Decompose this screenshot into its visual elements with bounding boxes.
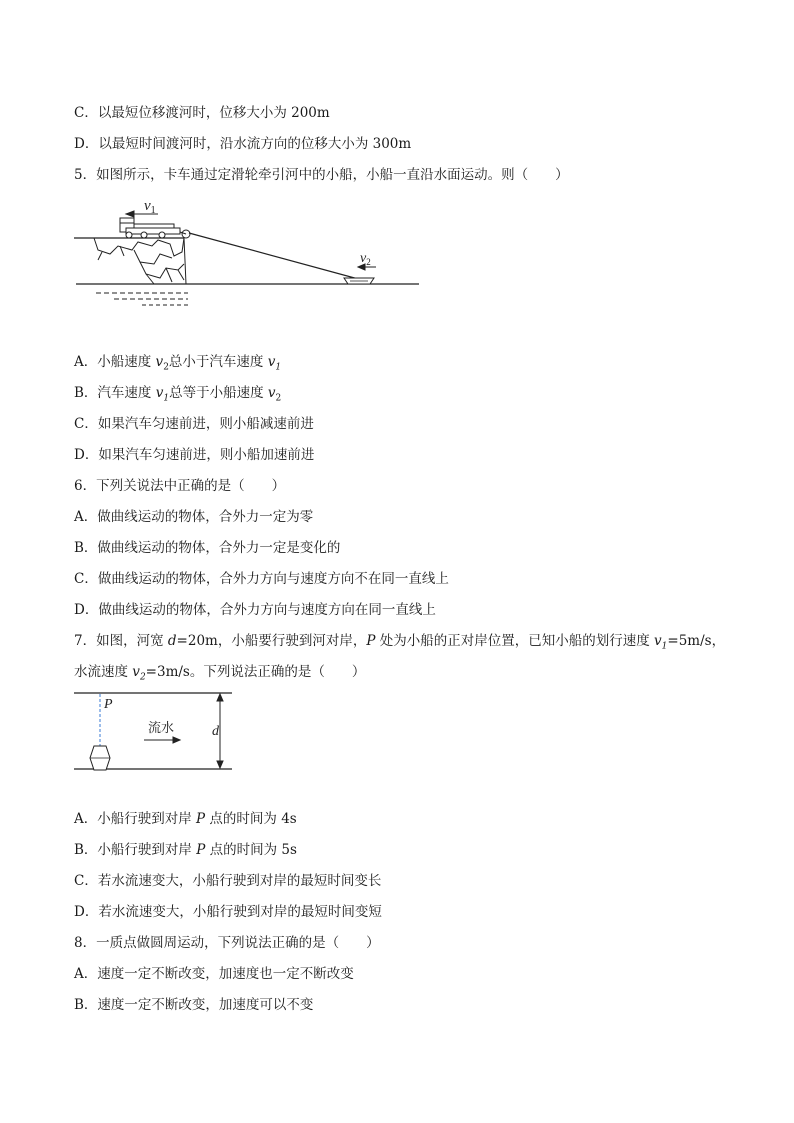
q7-option-c: C．若水流速变大，小船行驶到对岸的最短时间变长 xyxy=(74,873,382,889)
q7-option-d: D．若水流速变大，小船行驶到对岸的最短时间变短 xyxy=(74,904,382,920)
q5-option-d: D．如果汽车匀速前进，则小船加速前进 xyxy=(74,447,315,463)
q4-option-c: C．以最短位移渡河时，位移大小为 200m xyxy=(74,105,330,121)
q6-option-c: C．做曲线运动的物体，合外力方向与速度方向不在同一直线上 xyxy=(74,571,449,587)
q7-option-a: A．小船行驶到对岸 P 点的时间为 4s xyxy=(74,811,297,827)
q6-stem: 6．下列关说法中正确的是（ ） xyxy=(74,478,286,494)
q6-option-d: D．做曲线运动的物体，合外力方向与速度方向在同一直线上 xyxy=(74,602,436,618)
q5-stem: 5．如图所示，卡车通过定滑轮牵引河中的小船，小船一直沿水面运动。则（ ） xyxy=(74,167,569,183)
q8-stem: 8．一质点做圆周运动，下列说法正确的是（ ） xyxy=(74,935,380,951)
q6-option-b: B．做曲线运动的物体，合外力一定是变化的 xyxy=(74,540,341,556)
v1-label: $v_1$ xyxy=(144,198,156,216)
q5-truck-pulley-figure xyxy=(74,194,424,306)
q7-option-b: B．小船行驶到对岸 P 点的时间为 5s xyxy=(74,842,297,858)
point-p-label: P xyxy=(104,697,113,712)
q4-option-d: D．以最短时间渡河时，沿水流方向的位移大小为 300m xyxy=(74,136,412,152)
q6-option-a: A．做曲线运动的物体，合外力一定为零 xyxy=(74,509,314,525)
width-d-label: d xyxy=(212,724,219,739)
q8-option-b: B．速度一定不断改变，加速度可以不变 xyxy=(74,997,314,1013)
q5-option-a: A．小船速度 $v_2$总小于汽车速度 $v_1$ xyxy=(74,354,282,373)
q5-option-c: C．如果汽车匀速前进，则小船减速前进 xyxy=(74,416,314,432)
flow-label: 流水 xyxy=(148,721,175,736)
rope xyxy=(189,233,362,280)
truck-icon xyxy=(120,218,180,238)
q8-option-a: A．速度一定不断改变，加速度也一定不断改变 xyxy=(74,966,354,982)
q7-stem-line1: 7．如图，河宽 d=20m，小船要行驶到河对岸，P 处为小船的正对岸位置，已知小船的划行速度 $v_1=5m/s$， xyxy=(74,633,726,652)
v2-label: $v_2$ xyxy=(360,251,371,267)
q7-river-figure xyxy=(72,688,238,774)
q5-option-b: B．汽车速度 $v_1$总等于小船速度 $v_2$ xyxy=(74,385,282,404)
q7-stem-line2: 水流速度 $v_2=3m/s$。下列说法正确的是（ ） xyxy=(74,664,366,683)
flow-arrow xyxy=(144,737,180,743)
stone-wall xyxy=(94,238,186,284)
